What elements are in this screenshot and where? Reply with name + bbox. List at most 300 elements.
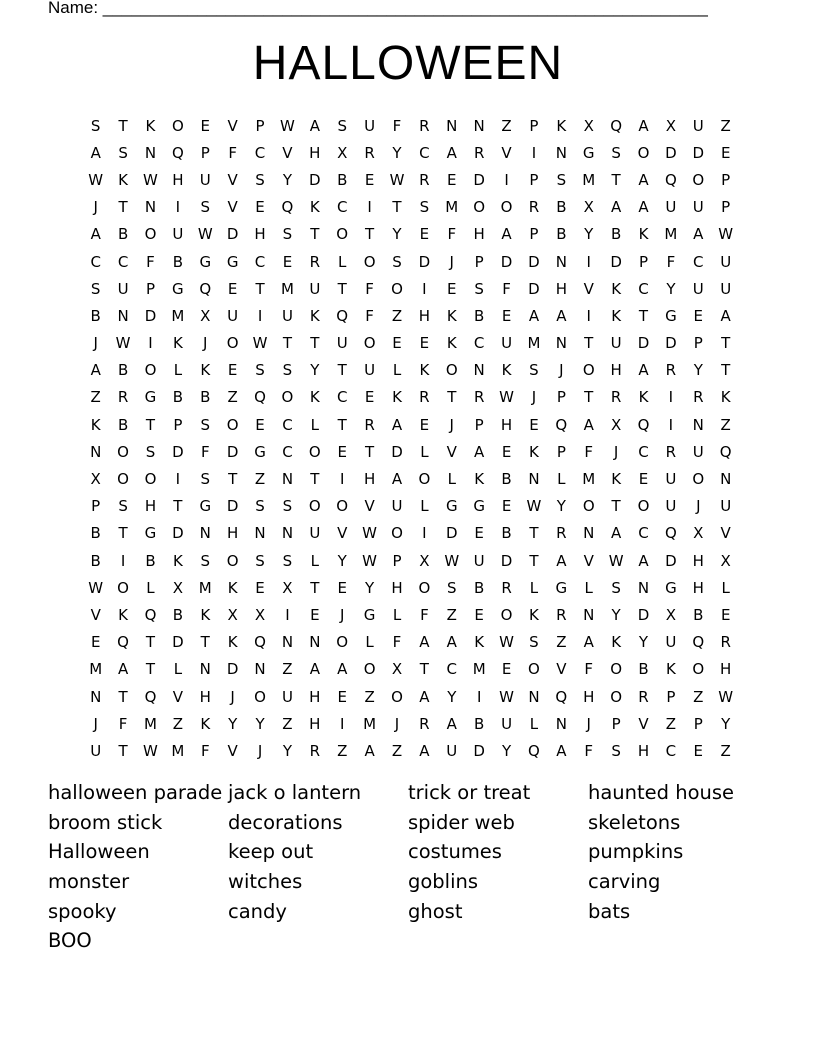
grid-letter: W <box>718 225 734 244</box>
grid-letter: N <box>583 524 595 543</box>
grid-letter: D <box>528 279 540 298</box>
grid-letter: A <box>638 361 649 380</box>
grid-letter: L <box>392 361 402 380</box>
word-list-item: monster <box>48 870 130 894</box>
grid-letter: I <box>668 388 674 407</box>
grid-letter: H <box>637 741 650 760</box>
grid-letter: J <box>339 605 345 624</box>
grid-letter: T <box>419 660 429 679</box>
grid-letter: K <box>665 660 676 679</box>
grid-letter: Y <box>556 497 566 516</box>
grid-letter: A <box>391 415 403 434</box>
grid-letter: V <box>638 714 649 733</box>
grid-letter: Y <box>721 714 731 733</box>
grid-letter: C <box>282 442 293 461</box>
grid-letter: N <box>144 143 157 162</box>
grid-letter: R <box>473 143 485 162</box>
grid-letter: K <box>172 334 183 353</box>
grid-letter: S <box>200 415 211 434</box>
grid-letter: W <box>280 116 295 135</box>
grid-letter: Q <box>555 415 568 434</box>
grid-letter: O <box>336 225 349 244</box>
grid-letter: U <box>665 198 677 217</box>
grid-letter: S <box>200 470 211 489</box>
grid-letter: R <box>419 116 430 135</box>
grid-letter: O <box>637 143 650 162</box>
grid-letter: G <box>665 578 677 597</box>
word-list-item: decorations <box>228 810 343 834</box>
grid-letter: W <box>444 551 460 570</box>
grid-letter: N <box>555 334 567 353</box>
grid-letter: Y <box>693 361 703 380</box>
grid-letter: D <box>309 170 321 189</box>
grid-letter: I <box>422 279 427 298</box>
grid-letter: V <box>227 198 238 217</box>
grid-letter: B <box>501 524 512 543</box>
grid-letter: H <box>391 578 403 597</box>
grid-letter: E <box>255 578 265 597</box>
grid-letter: H <box>610 361 622 380</box>
grid-letter: C <box>117 252 129 271</box>
grid-letter: N <box>254 524 266 543</box>
grid-letter: G <box>199 497 212 516</box>
grid-letter: T <box>611 170 621 189</box>
grid-letter: J <box>203 334 208 353</box>
grid-letter: T <box>638 306 649 325</box>
grid-letter: B <box>90 306 101 325</box>
grid-letter: W <box>252 334 268 353</box>
grid-letter: D <box>528 252 540 271</box>
grid-letter: D <box>500 551 513 570</box>
grid-letter: U <box>501 334 513 353</box>
grid-letter: Y <box>282 170 293 189</box>
grid-letter: J <box>230 687 235 706</box>
grid-letter: N <box>281 524 294 543</box>
grid-letter: T <box>118 116 128 135</box>
grid-letter: E <box>720 605 731 624</box>
grid-letter: D <box>637 605 650 624</box>
grid-letter: X <box>583 116 594 135</box>
word-list-item: pumpkins <box>588 840 684 864</box>
grid-letter: S <box>200 551 211 570</box>
grid-letter: C <box>419 143 430 162</box>
word-list-item: costumes <box>408 840 502 864</box>
grid-letter: X <box>665 116 677 135</box>
grid-letter: B <box>172 252 184 271</box>
grid-letter: U <box>90 741 102 760</box>
grid-letter: A <box>556 306 567 325</box>
grid-letter: C <box>90 252 101 271</box>
grid-letter: O <box>308 442 321 461</box>
grid-letter: S <box>282 497 293 516</box>
grid-letter: F <box>447 225 457 244</box>
grid-letter: O <box>391 524 403 543</box>
grid-letter: S <box>118 497 128 516</box>
grid-letter: V <box>227 170 238 189</box>
grid-letter: D <box>172 633 184 652</box>
grid-letter: H <box>144 497 157 516</box>
grid-letter: O <box>582 497 595 516</box>
grid-letter: E <box>474 524 484 543</box>
grid-letter: V <box>90 605 101 624</box>
grid-letter: K <box>200 605 211 624</box>
grid-letter: B <box>556 198 567 217</box>
grid-letter: H <box>692 551 704 570</box>
grid-letter: R <box>556 524 567 543</box>
grid-letter: T <box>118 198 128 217</box>
grid-letter: P <box>529 116 539 135</box>
grid-letter: S <box>255 170 265 189</box>
grid-letter: K <box>556 116 567 135</box>
grid-letter: N <box>281 470 294 489</box>
grid-letter: O <box>391 687 403 706</box>
grid-letter: T <box>145 415 156 434</box>
grid-letter: I <box>339 470 345 489</box>
grid-letter: O <box>418 470 431 489</box>
grid-letter: Q <box>555 687 568 706</box>
grid-letter: Z <box>720 415 731 434</box>
grid-letter: P <box>145 279 155 298</box>
word-list-item: BOO <box>48 929 92 953</box>
grid-letter: R <box>638 687 649 706</box>
grid-letter: U <box>720 252 732 271</box>
grid-letter: H <box>692 578 704 597</box>
grid-letter: A <box>638 170 649 189</box>
grid-letter: C <box>473 334 485 353</box>
grid-letter: T <box>721 361 731 380</box>
grid-letter: F <box>146 252 155 271</box>
grid-letter: D <box>226 225 239 244</box>
grid-letter: P <box>666 687 676 706</box>
grid-letter: B <box>610 225 622 244</box>
grid-letter: N <box>637 578 650 597</box>
grid-letter: Z <box>693 687 704 706</box>
grid-letter: X <box>610 415 622 434</box>
grid-letter: G <box>144 388 157 407</box>
grid-letter: B <box>90 524 101 543</box>
grid-letter: A <box>528 306 540 325</box>
grid-letter: Y <box>392 225 402 244</box>
grid-letter: N <box>555 143 567 162</box>
grid-letter: M <box>280 279 294 298</box>
grid-letter: J <box>449 415 454 434</box>
grid-letter: V <box>583 279 594 298</box>
grid-letter: G <box>199 252 212 271</box>
grid-letter: G <box>363 605 376 624</box>
grid-letter: M <box>89 660 103 679</box>
grid-letter: O <box>637 497 650 516</box>
grid-letter: O <box>363 252 376 271</box>
grid-letter: E <box>364 388 375 407</box>
grid-letter: W <box>608 551 624 570</box>
grid-letter: I <box>531 143 537 162</box>
word-list-item: carving <box>588 870 661 894</box>
word-list-item: haunted house <box>588 781 735 804</box>
grid-letter: Q <box>664 170 677 189</box>
grid-letter: D <box>172 442 184 461</box>
grid-letter: B <box>337 170 348 189</box>
grid-letter: S <box>145 442 156 461</box>
grid-letter: S <box>90 279 101 298</box>
grid-letter: P <box>638 252 649 271</box>
grid-letter: U <box>692 279 704 298</box>
grid-letter: E <box>474 605 484 624</box>
word-search-grid <box>82 112 739 765</box>
grid-letter: N <box>473 361 485 380</box>
grid-letter: D <box>391 442 403 461</box>
grid-letter: U <box>665 497 677 516</box>
grid-letter: T <box>255 279 265 298</box>
grid-letter: F <box>200 442 210 461</box>
grid-letter: G <box>555 578 568 597</box>
grid-letter: R <box>665 442 677 461</box>
grid-letter: V <box>446 442 457 461</box>
grid-letter: T <box>118 741 128 760</box>
grid-letter: B <box>200 388 211 407</box>
grid-letter: W <box>197 225 213 244</box>
grid-letter: H <box>199 687 211 706</box>
grid-letter: W <box>362 524 378 543</box>
grid-letter: O <box>336 633 349 652</box>
grid-letter: R <box>419 170 430 189</box>
grid-letter: K <box>172 551 183 570</box>
grid-letter: K <box>392 388 402 407</box>
grid-letter: P <box>556 442 566 461</box>
grid-letter: U <box>473 551 485 570</box>
grid-letter: V <box>282 143 293 162</box>
grid-letter: G <box>144 524 157 543</box>
grid-letter: B <box>90 551 101 570</box>
grid-letter: E <box>310 605 320 624</box>
grid-letter: S <box>611 741 621 760</box>
grid-letter: K <box>529 605 539 624</box>
grid-letter: Z <box>254 470 266 489</box>
grid-letter: M <box>582 470 596 489</box>
grid-letter: U <box>281 306 293 325</box>
grid-letter: K <box>501 361 512 380</box>
grid-letter: A <box>583 415 594 434</box>
grid-letter: Z <box>720 741 731 760</box>
grid-letter: C <box>282 415 293 434</box>
grid-letter: A <box>638 198 649 217</box>
grid-letter: V <box>227 116 238 135</box>
grid-letter: X <box>665 605 677 624</box>
grid-letter: Q <box>336 306 349 325</box>
grid-letter: Z <box>391 741 403 760</box>
grid-letter: F <box>118 714 128 733</box>
grid-letter: I <box>148 334 153 353</box>
grid-letter: J <box>696 497 701 516</box>
grid-letter: X <box>720 551 731 570</box>
grid-letter: Y <box>447 687 457 706</box>
grid-letter: N <box>720 470 732 489</box>
grid-letter: A <box>556 551 567 570</box>
grid-letter: I <box>175 470 181 489</box>
grid-letter: L <box>557 470 566 489</box>
grid-letter: L <box>392 605 402 624</box>
grid-letter: T <box>529 524 539 543</box>
grid-letter: V <box>364 497 375 516</box>
grid-letter: E <box>337 687 347 706</box>
grid-letter: E <box>501 660 512 679</box>
grid-letter: M <box>664 225 678 244</box>
grid-letter: O <box>308 497 321 516</box>
grid-letter: A <box>309 660 320 679</box>
grid-letter: T <box>310 225 320 244</box>
word-list-item: keep out <box>228 840 314 864</box>
grid-letter: F <box>502 279 511 298</box>
grid-letter: X <box>200 306 211 325</box>
grid-letter: L <box>173 361 183 380</box>
grid-letter: R <box>610 388 622 407</box>
grid-letter: J <box>449 252 454 271</box>
grid-letter: K <box>200 714 211 733</box>
grid-letter: B <box>638 660 649 679</box>
grid-letter: W <box>718 687 734 706</box>
grid-letter: D <box>692 143 705 162</box>
grid-letter: H <box>309 143 321 162</box>
grid-letter: L <box>584 578 593 597</box>
grid-letter: Q <box>144 605 157 624</box>
grid-letter: F <box>200 741 210 760</box>
grid-letter: S <box>282 225 293 244</box>
grid-letter: A <box>446 143 457 162</box>
grid-letter: I <box>285 605 290 624</box>
grid-letter: O <box>226 415 239 434</box>
grid-letter: A <box>419 741 430 760</box>
grid-letter: V <box>720 524 731 543</box>
grid-letter: O <box>391 279 403 298</box>
grid-letter: E <box>337 442 347 461</box>
grid-letter: A <box>556 741 567 760</box>
grid-letter: N <box>528 470 540 489</box>
grid-letter: I <box>175 198 181 217</box>
grid-letter: S <box>282 361 293 380</box>
grid-letter: E <box>90 633 101 652</box>
grid-letter: N <box>473 116 485 135</box>
grid-letter: A <box>720 306 731 325</box>
grid-letter: A <box>419 633 430 652</box>
grid-letter: D <box>665 551 677 570</box>
grid-letter: S <box>611 143 621 162</box>
grid-letter: J <box>93 198 98 217</box>
grid-letter: A <box>610 524 622 543</box>
grid-letter: O <box>445 361 458 380</box>
grid-letter: N <box>199 660 211 679</box>
grid-letter: U <box>391 497 403 516</box>
grid-letter: S <box>529 633 539 652</box>
grid-letter: U <box>692 198 704 217</box>
grid-letter: S <box>255 497 265 516</box>
grid-letter: S <box>392 252 402 271</box>
grid-letter: P <box>529 225 539 244</box>
grid-letter: H <box>418 306 431 325</box>
grid-letter: C <box>254 143 266 162</box>
word-list-item: broom stick <box>48 810 163 834</box>
grid-letter: R <box>473 388 485 407</box>
grid-letter: F <box>392 633 402 652</box>
grid-letter: W <box>88 578 104 597</box>
grid-letter: E <box>364 170 375 189</box>
grid-letter: J <box>559 361 564 380</box>
grid-letter: O <box>363 660 376 679</box>
grid-letter: O <box>171 116 184 135</box>
grid-letter: N <box>583 605 595 624</box>
grid-letter: T <box>611 497 621 516</box>
grid-letter: K <box>419 361 430 380</box>
grid-letter: Y <box>666 279 676 298</box>
grid-letter: G <box>473 497 485 516</box>
grid-letter: R <box>556 605 567 624</box>
grid-letter: E <box>337 578 347 597</box>
grid-letter: M <box>472 660 486 679</box>
word-list-item: skeletons <box>588 810 681 834</box>
grid-letter: O <box>144 225 157 244</box>
grid-letter: I <box>120 551 126 570</box>
grid-letter: R <box>665 361 677 380</box>
grid-letter: Q <box>199 279 212 298</box>
grid-letter: D <box>665 334 677 353</box>
grid-letter: G <box>226 252 239 271</box>
grid-letter: B <box>693 605 704 624</box>
grid-letter: K <box>474 470 485 489</box>
grid-letter: X <box>282 578 293 597</box>
grid-letter: C <box>638 279 649 298</box>
grid-letter: E <box>227 279 238 298</box>
grid-letter: A <box>309 116 320 135</box>
grid-letter: S <box>118 143 128 162</box>
word-list-item: Halloween <box>48 840 150 864</box>
grid-letter: E <box>447 170 457 189</box>
grid-letter: M <box>144 714 157 733</box>
grid-letter: E <box>501 497 512 516</box>
grid-letter: P <box>529 170 539 189</box>
grid-letter: O <box>500 198 513 217</box>
grid-letter: S <box>419 198 430 217</box>
grid-letter: E <box>529 415 539 434</box>
grid-letter: C <box>638 524 649 543</box>
grid-letter: U <box>364 116 376 135</box>
grid-letter: N <box>281 633 294 652</box>
grid-letter: I <box>422 524 427 543</box>
grid-letter: P <box>392 551 402 570</box>
grid-letter: R <box>720 633 731 652</box>
grid-letter: X <box>419 551 430 570</box>
grid-letter: Q <box>281 198 294 217</box>
grid-letter: E <box>200 116 210 135</box>
grid-letter: G <box>665 306 677 325</box>
grid-letter: I <box>586 306 591 325</box>
grid-letter: K <box>145 116 156 135</box>
grid-letter: Z <box>172 714 183 733</box>
grid-letter: F <box>365 306 374 325</box>
grid-letter: B <box>474 578 485 597</box>
grid-letter: T <box>145 660 156 679</box>
grid-letter: K <box>309 388 320 407</box>
grid-letter: R <box>117 388 129 407</box>
grid-letter: D <box>637 334 650 353</box>
grid-letter: D <box>665 143 677 162</box>
grid-letter: H <box>172 170 184 189</box>
grid-letter: W <box>143 170 158 189</box>
grid-letter: H <box>720 660 732 679</box>
grid-letter: R <box>419 714 430 733</box>
grid-letter: S <box>255 361 265 380</box>
grid-letter: B <box>556 225 567 244</box>
grid-letter: L <box>173 660 183 679</box>
grid-letter: O <box>117 470 129 489</box>
grid-letter: C <box>254 252 266 271</box>
